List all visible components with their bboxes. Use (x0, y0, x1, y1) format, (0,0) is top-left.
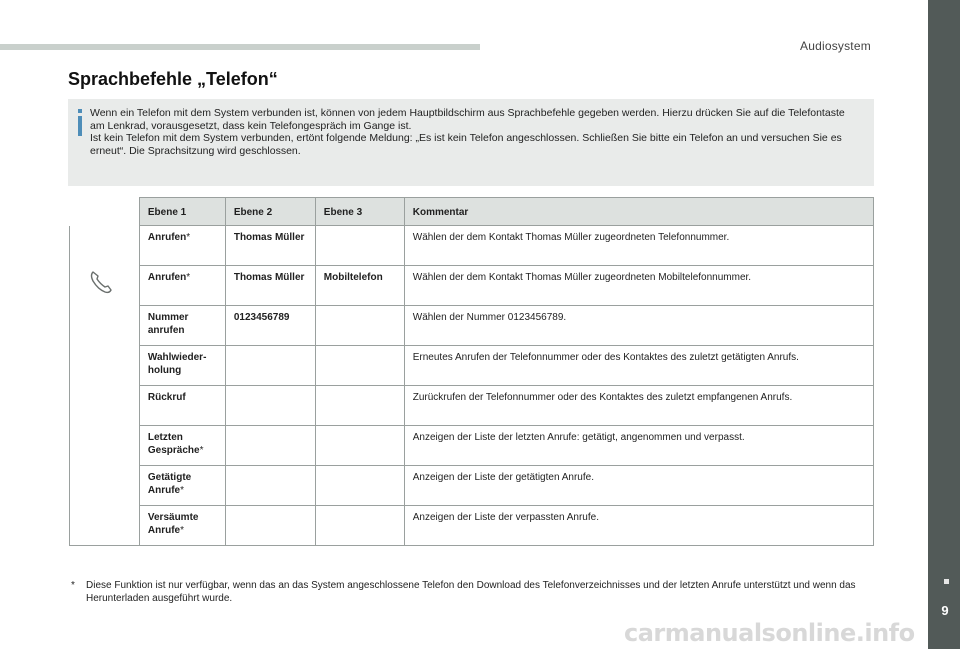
info-icon (78, 109, 82, 136)
footnote (71, 579, 871, 605)
level2-cell (225, 346, 315, 386)
comment-cell: Wählen der Nummer 0123456789. (404, 306, 873, 346)
comment-cell: Zurückrufen der Telefonnummer oder des Kontaktes des zuletzt empfangenen Anrufs. (404, 386, 873, 426)
level2-cell: Thomas Müller (225, 266, 315, 306)
section-title: Audiosystem (800, 39, 871, 53)
voice-command-table (69, 197, 874, 546)
info-paragraph: Ist kein Telefon mit dem System verbunden, ertönt folgende Meldung: „Es ist kein Telefon angeschlossen. Schließen Sie bitte ein Telefon an und versuchen Sie es erneut“. Die Sprachsitzung wird geschlossen. (90, 132, 842, 157)
level3-cell (315, 386, 404, 426)
level3-cell (315, 466, 404, 506)
table-header-blank (70, 198, 140, 226)
level2-cell (225, 466, 315, 506)
level2-cell (225, 386, 315, 426)
page-marker (944, 579, 949, 584)
footnote-text: Diese Funktion ist nur verfügbar, wenn das an das System angeschlossene Telefon den Download des Telefonverzeichnisses und der letzten Anrufe unterstützt und wenn das Herunterladen ausgeführt wurde. (86, 580, 856, 604)
watermark: carmanualsonline.info (624, 619, 915, 647)
table-row (70, 386, 874, 426)
level3-cell (315, 346, 404, 386)
table-row (70, 466, 874, 506)
table-row (70, 266, 874, 306)
table-header-cell: Ebene 3 (315, 198, 404, 226)
footnote-mark: * (71, 580, 75, 591)
level1-cell: Wahlwieder-holung (139, 346, 225, 386)
level1-cell: Rückruf (139, 386, 225, 426)
level2-cell (225, 506, 315, 546)
page-number: 9 (941, 603, 949, 618)
level1-cell: Anrufen* (139, 266, 225, 306)
level3-cell (315, 226, 404, 266)
level2-cell: Thomas Müller (225, 226, 315, 266)
level1-cell: Versäumte Anrufe* (139, 506, 225, 546)
level3-cell: Mobiltelefon (315, 266, 404, 306)
level2-cell: 0123456789 (225, 306, 315, 346)
level2-cell (225, 426, 315, 466)
table-header-cell: Ebene 1 (139, 198, 225, 226)
comment-cell: Anzeigen der Liste der getätigten Anrufe. (404, 466, 873, 506)
table-row (70, 306, 874, 346)
comment-cell: Anzeigen der Liste der verpassten Anrufe. (404, 506, 873, 546)
level1-cell: Anrufen* (139, 226, 225, 266)
level3-cell (315, 306, 404, 346)
level1-cell: Getätigte Anrufe* (139, 466, 225, 506)
table-row (70, 346, 874, 386)
table-row (70, 426, 874, 466)
level1-cell: Letzten Gespräche* (139, 426, 225, 466)
comment-cell: Erneutes Anrufen der Telefonnummer oder des Kontaktes des zuletzt getätigten Anrufs. (404, 346, 873, 386)
level1-cell: Nummer anrufen (139, 306, 225, 346)
comment-cell: Anzeigen der Liste der letzten Anrufe: getätigt, angenommen und verpasst. (404, 426, 873, 466)
info-paragraph: Wenn ein Telefon mit dem System verbunden ist, können von jedem Hauptbildschirm aus Sprachbefehle gegeben werden. Hierzu drücken Sie auf die Telefontaste am Lenkrad, vorausgesetzt, dass kein Telefongespräch im Gange ist. (90, 107, 845, 132)
icon-column (70, 226, 140, 546)
header-rule (0, 44, 480, 50)
level3-cell (315, 426, 404, 466)
table-header-cell: Kommentar (404, 198, 873, 226)
table-row (70, 506, 874, 546)
level3-cell (315, 506, 404, 546)
side-band (928, 0, 960, 649)
table-header-row (70, 198, 874, 226)
table-header-cell: Ebene 2 (225, 198, 315, 226)
info-box (68, 99, 874, 186)
comment-cell: Wählen der dem Kontakt Thomas Müller zugeordneten Mobiltelefonnummer. (404, 266, 873, 306)
comment-cell: Wählen der dem Kontakt Thomas Müller zugeordneten Telefonnummer. (404, 226, 873, 266)
phone-handset-icon (88, 269, 114, 295)
table-row (70, 226, 874, 266)
page-title: Sprachbefehle „Telefon“ (68, 69, 278, 89)
